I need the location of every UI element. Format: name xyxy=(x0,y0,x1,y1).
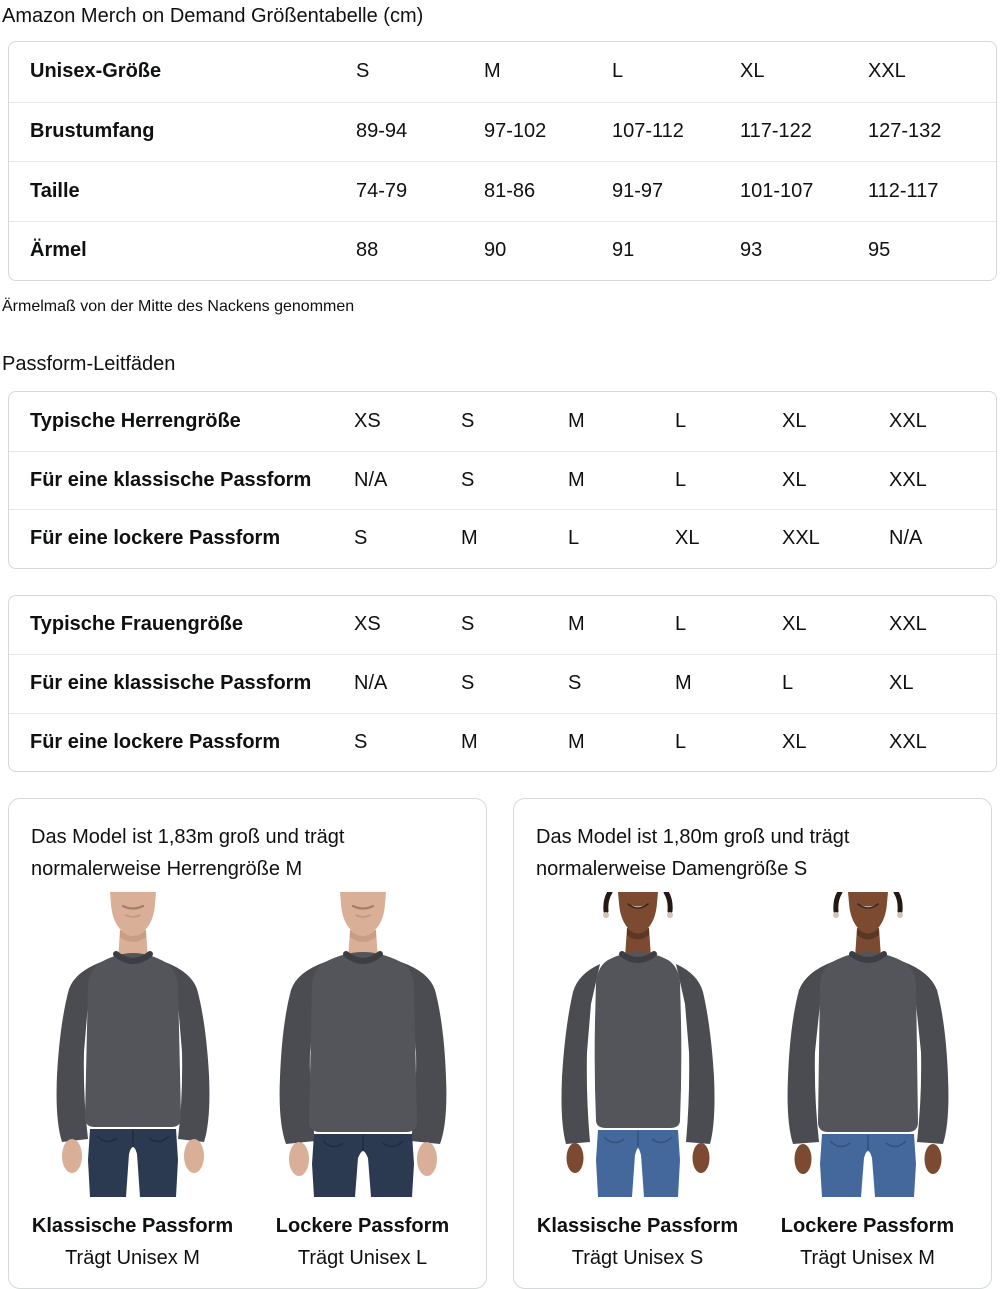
cell-value: L xyxy=(568,527,580,550)
cell-value: XL xyxy=(782,613,807,636)
cell-value: 107-112 xyxy=(612,120,684,143)
table-row xyxy=(9,392,996,451)
cell-value: N/A xyxy=(889,527,923,550)
cell-value: 97-102 xyxy=(484,120,547,143)
size-header-cell: M xyxy=(484,60,501,83)
size-header-cell: L xyxy=(612,60,624,83)
row-label: Ärmel xyxy=(30,239,87,262)
cell-value: 101-107 xyxy=(740,179,814,202)
cell-value: S xyxy=(568,672,582,695)
table-header-row xyxy=(9,42,996,102)
row-label: Unisex-Größe xyxy=(30,60,162,83)
size-header-cell: XXL xyxy=(868,60,906,83)
cell-value: XL xyxy=(782,730,807,753)
female-loose-fit-photo xyxy=(778,892,958,1197)
cell-value: 74-79 xyxy=(356,179,408,202)
cell-value: L xyxy=(675,409,687,432)
cell-value: S xyxy=(461,468,475,491)
size-table xyxy=(8,41,997,281)
photo-column-loose xyxy=(273,892,453,1270)
cell-value: 89-94 xyxy=(356,120,408,143)
row-label: Brustumfang xyxy=(30,120,155,143)
cell-value: 117-122 xyxy=(740,120,812,143)
cell-value: XXL xyxy=(889,468,927,491)
model-description: Das Model ist 1,80m groß und trägt normalerweise Damengröße S xyxy=(536,826,850,880)
table-row xyxy=(9,509,996,568)
photo-column-classic xyxy=(536,892,739,1270)
cell-value: L xyxy=(675,730,687,753)
photo-subcaption: Trägt Unisex M xyxy=(65,1247,200,1269)
photo-column-loose xyxy=(778,892,958,1270)
cell-value: XS xyxy=(354,409,381,432)
mens-fit-table xyxy=(8,391,997,569)
male-classic-fit-photo xyxy=(43,892,223,1197)
cell-value: XL xyxy=(782,468,807,491)
cell-value: M xyxy=(568,409,585,432)
photo-caption: Lockere Passform xyxy=(275,1215,450,1237)
cell-value: 127-132 xyxy=(868,120,942,143)
table-row-waist xyxy=(9,161,996,221)
cell-value: XXL xyxy=(782,527,820,550)
table-row xyxy=(9,654,996,713)
cell-value: XL xyxy=(889,672,914,695)
cell-value: 93 xyxy=(740,239,763,262)
table-row xyxy=(9,451,996,510)
row-label: Für eine lockere Passform xyxy=(30,730,281,753)
photo-row xyxy=(31,892,464,1270)
photo-caption: Lockere Passform xyxy=(780,1215,955,1237)
cell-value: XXL xyxy=(889,730,927,753)
womens-fit-table xyxy=(8,595,997,773)
table-row xyxy=(9,596,996,655)
model-cards xyxy=(8,798,992,1289)
table-row-chest xyxy=(9,102,996,162)
photo-subcaption: Trägt Unisex S xyxy=(571,1247,704,1269)
cell-value: M xyxy=(568,468,585,491)
size-header-cell: XL xyxy=(740,60,765,83)
table-row xyxy=(9,713,996,772)
photo-caption: Klassische Passform xyxy=(31,1215,234,1237)
photo-column-classic xyxy=(31,892,234,1270)
cell-value: 112-117 xyxy=(868,179,939,202)
cell-value: XXL xyxy=(889,409,927,432)
cell-value: L xyxy=(675,613,687,636)
page-title: Amazon Merch on Demand Größentabelle (cm) xyxy=(2,5,424,27)
cell-value: S xyxy=(354,730,368,753)
cell-value: N/A xyxy=(354,672,388,695)
male-loose-fit-photo xyxy=(273,892,453,1197)
row-label: Für eine klassische Passform xyxy=(30,468,312,491)
cell-value: M xyxy=(675,672,692,695)
model-card-womens xyxy=(513,798,992,1289)
cell-value: XL xyxy=(675,527,700,550)
size-header-cell: S xyxy=(356,60,370,83)
cell-value: 81-86 xyxy=(484,179,536,202)
cell-value: M xyxy=(568,613,585,636)
cell-value: M xyxy=(461,730,478,753)
photo-subcaption: Trägt Unisex L xyxy=(297,1247,428,1269)
cell-value: 88 xyxy=(356,239,379,262)
cell-value: XS xyxy=(354,613,381,636)
cell-value: 95 xyxy=(868,239,891,262)
fit-guides-heading: Passform-Leitfäden xyxy=(2,353,176,375)
cell-value: L xyxy=(675,468,687,491)
row-label: Typische Herrengröße xyxy=(30,409,241,432)
row-label: Typische Frauengröße xyxy=(30,613,244,636)
model-description: Das Model ist 1,83m groß und trägt normalerweise Herrengröße M xyxy=(31,826,345,880)
cell-value: XL xyxy=(782,409,807,432)
cell-value: 91 xyxy=(612,239,635,262)
cell-value: 90 xyxy=(484,239,507,262)
cell-value: S xyxy=(461,613,475,636)
table-row-sleeve xyxy=(9,221,996,281)
cell-value: S xyxy=(461,409,475,432)
row-label: Für eine klassische Passform xyxy=(30,672,312,695)
cell-value: 91-97 xyxy=(612,179,664,202)
cell-value: S xyxy=(461,672,475,695)
cell-value: M xyxy=(568,730,585,753)
cell-value: L xyxy=(782,672,794,695)
row-label: Für eine lockere Passform xyxy=(30,527,281,550)
cell-value: XXL xyxy=(889,613,927,636)
cell-value: S xyxy=(354,527,368,550)
female-classic-fit-photo xyxy=(548,892,728,1197)
sleeve-measure-footnote: Ärmelmaß von der Mitte des Nackens genommen xyxy=(2,298,355,315)
row-label: Taille xyxy=(30,179,80,202)
photo-caption: Klassische Passform xyxy=(536,1215,739,1237)
photo-row xyxy=(536,892,969,1270)
photo-subcaption: Trägt Unisex M xyxy=(800,1247,935,1269)
cell-value: M xyxy=(461,527,478,550)
model-card-mens xyxy=(8,798,487,1289)
cell-value: N/A xyxy=(354,468,388,491)
